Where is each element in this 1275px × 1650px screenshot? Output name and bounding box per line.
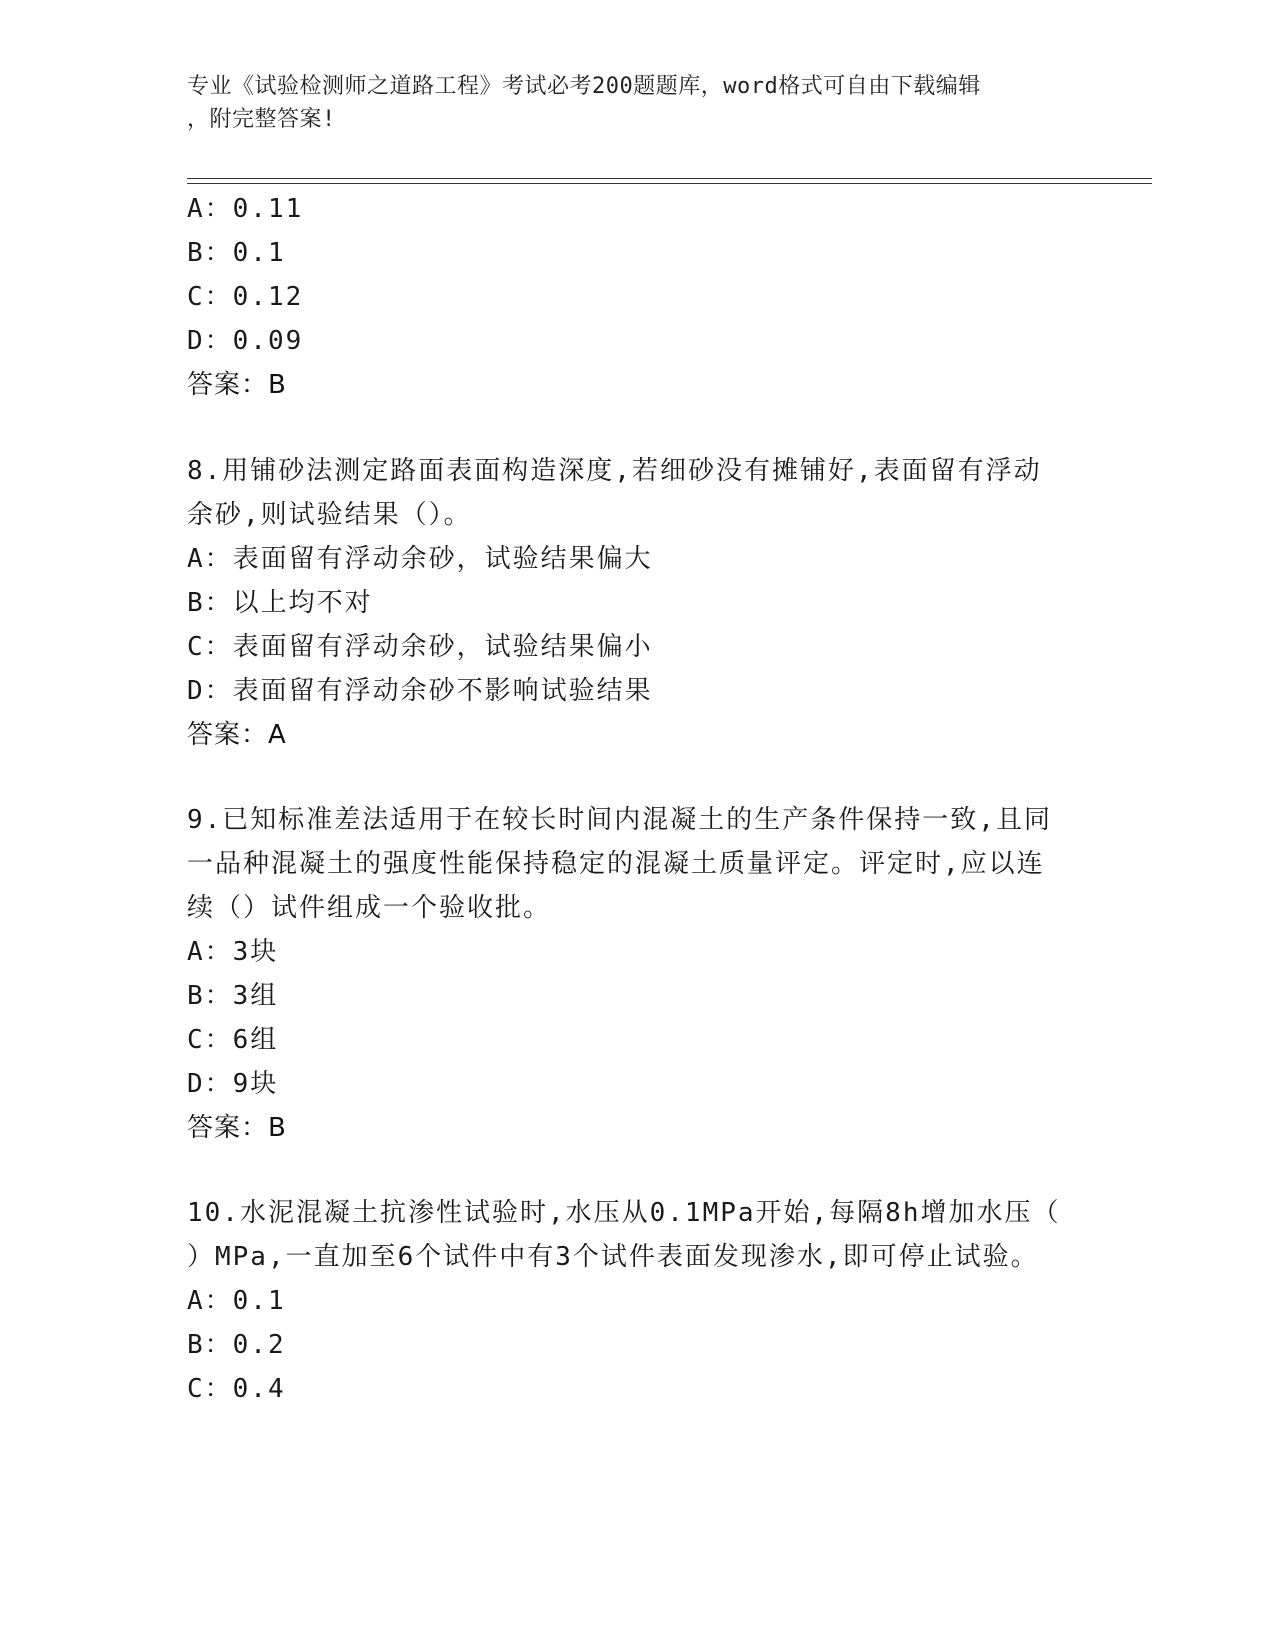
q10-option-c: C：0.4 [187, 1374, 286, 1404]
q10-stem-line-1: 10.水泥混凝土抗渗性试验时,水压从0.1MPa开始,每隔8h增加水压（ [187, 1198, 1061, 1228]
q10-option-a: A：0.1 [187, 1286, 286, 1316]
header-line-1: 专业《试验检测师之道路工程》考试必考200题题库，word格式可自由下载编辑 [187, 74, 981, 99]
q8-stem-line-2: 余砂,则试验结果（）。 [187, 500, 472, 530]
q8-option-d: D：表面留有浮动余砂不影响试验结果 [187, 676, 653, 706]
q8-option-a: A：表面留有浮动余砂，试验结果偏大 [187, 544, 653, 574]
q7-option-d: D：0.09 [187, 326, 304, 356]
q8-option-b: B：以上均不对 [187, 588, 373, 618]
q7-option-c: C：0.12 [187, 282, 304, 312]
q9-stem-line-1: 9.已知标准差法适用于在较长时间内混凝土的生产条件保持一致,且同 [187, 805, 1052, 835]
q9-option-a: A：3块 [187, 937, 279, 967]
q9-option-b: B：3组 [187, 981, 279, 1011]
q9-stem-line-3: 续（）试件组成一个验收批。 [187, 893, 552, 923]
q10-option-b: B：0.2 [187, 1330, 286, 1360]
q7-option-a: A：0.11 [187, 194, 304, 224]
q8-option-c: C：表面留有浮动余砂，试验结果偏小 [187, 632, 653, 662]
document-header [187, 70, 1067, 136]
q9-stem-line-2: 一品种混凝土的强度性能保持稳定的混凝土质量评定。评定时,应以连 [187, 849, 1045, 879]
q8-stem-line-1: 8.用铺砂法测定路面表面构造深度,若细砂没有摊铺好,表面留有浮动 [187, 456, 1042, 486]
q7-answer: 答案：B [187, 370, 287, 400]
q10-stem-line-2: ）MPa,一直加至6个试件中有3个试件表面发现渗水,即可停止试验。 [187, 1242, 1039, 1272]
q8-answer: 答案：A [187, 720, 287, 750]
q9-answer: 答案：B [187, 1113, 287, 1143]
header-divider-top [187, 178, 1152, 179]
header-divider-bottom [187, 183, 1152, 184]
q9-option-d: D：9块 [187, 1069, 279, 1099]
q9-option-c: C：6组 [187, 1025, 279, 1055]
header-line-2: ，附完整答案! [187, 107, 336, 132]
q7-option-b: B：0.1 [187, 238, 286, 268]
